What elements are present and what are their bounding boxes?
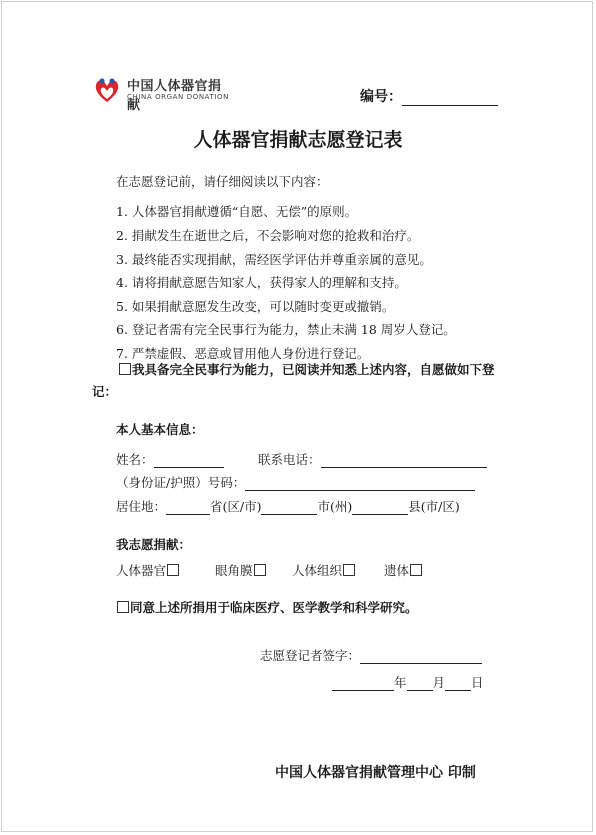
declaration-row — [92, 359, 502, 403]
donation-option[interactable] — [384, 561, 423, 579]
signature-label: 志愿登记者签字： — [260, 648, 361, 663]
intro-text: 在志愿登记前，请仔细阅读以下内容： — [116, 174, 329, 189]
notice-item: 5. 如果捐献意愿发生改变，可以随时变更或撤销。 — [116, 299, 395, 314]
month-blank[interactable] — [407, 678, 433, 691]
name-blank[interactable] — [154, 455, 224, 468]
month-label: 月 — [432, 675, 446, 690]
county-blank[interactable] — [352, 502, 408, 515]
organ-checkbox[interactable] — [167, 564, 179, 576]
name-label: 姓名： — [116, 452, 154, 467]
notice-item: 1. 人体器官捐献遵循“自愿、无偿”的原则。 — [116, 204, 358, 219]
option-label: 遗体 — [384, 563, 410, 578]
notice-item: 4. 请将捐献意愿告知家人，获得家人的理解和支持。 — [116, 275, 407, 290]
organ-donation-logo — [93, 75, 233, 113]
day-label: 日 — [471, 675, 484, 690]
serial-label: 编号： — [360, 89, 402, 105]
option-label: 眼角膜 — [215, 563, 253, 578]
donation-option[interactable] — [116, 561, 180, 579]
date-field[interactable] — [332, 673, 484, 691]
form-title: 人体器官捐献志愿登记表 — [193, 129, 403, 151]
phone-field[interactable] — [258, 450, 487, 468]
consent-text: 同意上述所捐用于临床医疗、医学教学和科学研究。 — [130, 600, 418, 615]
signature-field[interactable] — [260, 646, 482, 664]
donation-option[interactable] — [292, 561, 356, 579]
notice-item: 6. 登记者需有完全民事行为能力，禁止未满 18 周岁人登记。 — [116, 322, 456, 337]
declaration-text: 我具备完全民事行为能力，已阅读并知悉上述内容，自愿做如下登记： — [92, 362, 495, 399]
serial-blank[interactable] — [402, 93, 498, 106]
city-label: 市(州) — [317, 499, 353, 514]
tissue-checkbox[interactable] — [343, 564, 355, 576]
id-label: （身份证/护照）号码： — [116, 475, 246, 490]
logo-english-text: CHINA ORGAN DONATION — [127, 93, 229, 101]
basic-info-heading: 本人基本信息： — [116, 422, 204, 437]
year-blank[interactable] — [332, 678, 394, 691]
id-number-field[interactable] — [116, 473, 475, 491]
address-label: 居住地： — [116, 499, 167, 514]
notice-item: 7. 严禁虚假、恶意或冒用他人身份进行登记。 — [116, 346, 370, 361]
province-label: 省(区/市) — [210, 499, 262, 514]
notice-item: 2. 捐献发生在逝世之后，不会影响对您的抢救和治疗。 — [116, 228, 420, 243]
cornea-checkbox[interactable] — [254, 564, 266, 576]
donation-option[interactable] — [215, 561, 267, 579]
notice-item: 3. 最终能否实现捐献，需经医学评估并尊重亲属的意见。 — [116, 252, 432, 267]
option-label: 人体器官 — [116, 563, 167, 578]
phone-label: 联系电话： — [258, 452, 321, 467]
id-blank[interactable] — [245, 478, 475, 491]
address-field[interactable] — [116, 497, 460, 515]
heart-hands-icon — [93, 75, 121, 105]
province-blank[interactable] — [166, 502, 210, 515]
day-blank[interactable] — [445, 678, 471, 691]
city-blank[interactable] — [261, 502, 317, 515]
signature-blank[interactable] — [360, 651, 482, 664]
body-checkbox[interactable] — [410, 564, 422, 576]
issuer-footer: 中国人体器官捐献管理中心 印制 — [275, 765, 476, 781]
county-label: 县(市/区) — [408, 499, 460, 514]
name-field[interactable] — [116, 450, 224, 468]
option-label: 人体组织 — [292, 563, 343, 578]
consent-checkbox[interactable] — [117, 601, 129, 613]
year-label: 年 — [394, 675, 407, 690]
consent-row[interactable] — [116, 598, 418, 616]
declaration-checkbox[interactable] — [119, 363, 131, 375]
logo-chinese-text: 中国人体器官捐献 — [127, 79, 222, 113]
serial-number-field[interactable] — [360, 86, 498, 106]
phone-blank[interactable] — [321, 455, 487, 468]
donation-heading: 我志愿捐献： — [116, 537, 192, 552]
